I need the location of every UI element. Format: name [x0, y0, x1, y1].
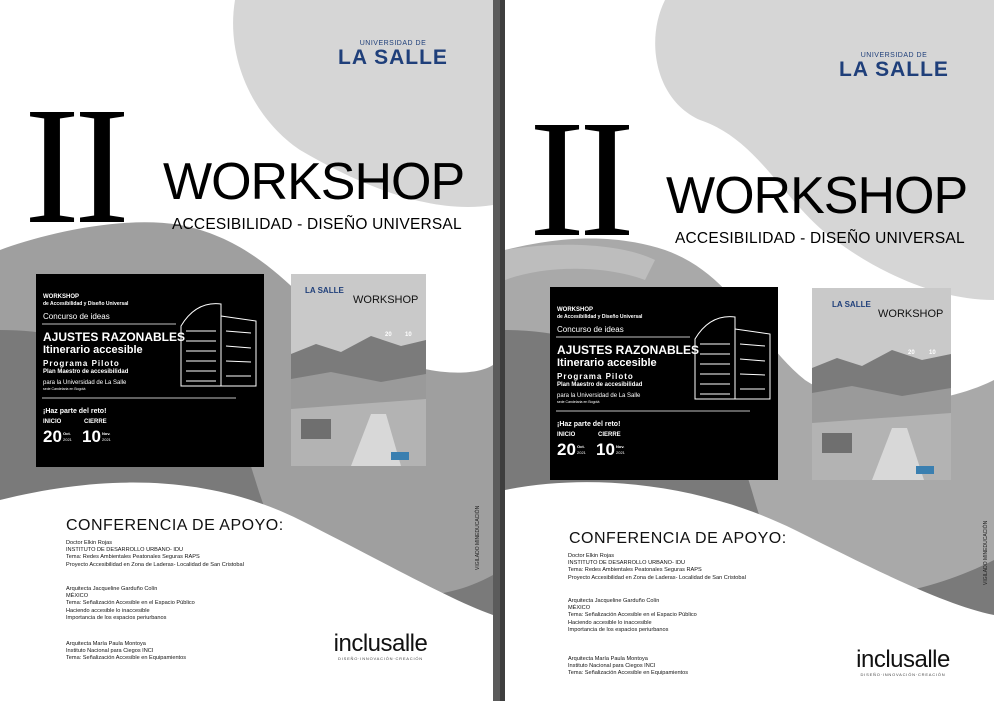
poster-grey-thumbnail — [812, 288, 951, 480]
poster-contest: Concurso de ideas — [557, 325, 624, 334]
speaker-line: Importancia de los espacios periurbanos — [568, 626, 669, 633]
speaker-1 — [66, 540, 244, 569]
conference-title: CONFERENCIA DE APOYO: — [66, 517, 284, 534]
grey-poster-cierre-day: 10 — [405, 332, 412, 338]
speaker-line: Arquitecta Jacqueline Garduño Colín — [66, 586, 158, 592]
grey-poster-cierre-day: 10 — [929, 350, 936, 356]
grey-poster-title: WORKSHOP — [878, 308, 944, 320]
roman-numeral: II — [24, 73, 124, 259]
poster-sede: sede Candelaria en Bogotá — [557, 400, 600, 404]
speaker-line: Haciendo accesible lo inaccesible — [66, 607, 150, 614]
inclusalle-tag: DISEÑO·INNOVACIÓN·CREACIÓN — [860, 672, 946, 677]
university-logo-text: LA SALLE — [839, 58, 949, 81]
speaker-line: INSTITUTO DE DESARROLLO URBANO- IDU — [568, 560, 686, 567]
poster-inicio-day: 20 — [43, 427, 62, 446]
poster-para: para la Universidad de La Salle — [557, 393, 641, 399]
speaker-2 — [568, 598, 697, 634]
inclusalle-name: inclusalle — [856, 646, 950, 673]
grey-poster-title: WORKSHOP — [353, 294, 419, 306]
speaker-line: Tema: Redes Ambientales Peatonales Seguras RAPS — [568, 567, 702, 574]
speaker-1 — [568, 553, 746, 582]
poster-reto: ¡Haz parte del reto! — [43, 408, 107, 415]
poster-cierre-day: 10 — [82, 427, 101, 446]
poster-cierre-year: 2021 — [102, 437, 111, 442]
poster-ajustes: AJUSTES RAZONABLES — [557, 343, 700, 357]
speaker-line: Arquitecta María Paula Montoya — [66, 641, 146, 647]
speaker-line: Tema: Señalización Accesible en el Espacio Público — [66, 600, 195, 607]
university-small-label: UNIVERSIDAD DE — [359, 40, 427, 47]
roman-numeral: II — [529, 86, 629, 272]
poster-programa: Programa Piloto — [43, 359, 120, 368]
poster-contest: Concurso de ideas — [43, 312, 110, 321]
poster-cierre-month: Nov. — [102, 431, 111, 436]
inclusalle-logo — [328, 632, 433, 661]
poster-line2: de Accesibilidad y Diseño Universal — [43, 301, 129, 307]
poster-inicio-label: INICIO — [43, 419, 62, 425]
speaker-line: Tema: Señalización Accesible en el Espacio Público — [568, 612, 697, 619]
speaker-line: Proyecto Accesibilidad en Zona de Laderas- Localidad de San Cristobal — [568, 574, 746, 581]
poster-sede: sede Candelaria en Bogotá — [43, 387, 86, 391]
poster-plan: Plan Maestro de accesibilidad — [43, 369, 129, 375]
speaker-line: Haciendo accesible lo inaccesible — [568, 619, 652, 626]
poster-reto: ¡Haz parte del reto! — [557, 421, 621, 428]
grey-poster-inicio-day: 20 — [908, 350, 915, 356]
university-small-label: UNIVERSIDAD DE — [860, 52, 928, 59]
poster-inicio-month: Oct. — [63, 431, 71, 436]
poster-itinerario: Itinerario accesible — [43, 344, 143, 356]
speaker-line: MÉXICO — [66, 593, 89, 600]
university-logo — [338, 40, 448, 69]
speaker-line: INSTITUTO DE DESARROLLO URBANO- IDU — [66, 547, 184, 554]
poster-cierre-label: CIERRE — [598, 432, 621, 438]
poster-inicio-month: Oct. — [577, 444, 585, 449]
speaker-line: Doctor Elkin Rojas — [568, 553, 615, 559]
document-page-right — [505, 0, 994, 701]
poster-ajustes: AJUSTES RAZONABLES — [43, 330, 186, 344]
inclusalle-tag: DISEÑO·INNOVACIÓN·CREACIÓN — [338, 656, 423, 661]
grey-poster-logo: LA SALLE — [305, 286, 344, 295]
speaker-line: Tema: Señalización Accesible en Equipamientos — [66, 655, 187, 662]
poster-inicio-day: 20 — [557, 440, 576, 459]
poster-line2: de Accesibilidad y Diseño Universal — [557, 314, 643, 320]
poster-programa: Programa Piloto — [557, 372, 634, 381]
poster-cierre-label: CIERRE — [84, 419, 107, 425]
page-divider — [493, 0, 505, 701]
speaker-2 — [66, 586, 195, 622]
poster-inicio-label: INICIO — [557, 432, 576, 438]
grey-poster-inicio-day: 20 — [385, 332, 392, 338]
inclusalle-name: inclusalle — [333, 630, 428, 657]
conference-title: CONFERENCIA DE APOYO: — [569, 530, 787, 547]
poster-workshop: WORKSHOP — [557, 307, 593, 313]
poster-inicio-year: 2021 — [577, 450, 586, 455]
poster-itinerario: Itinerario accesible — [557, 357, 657, 369]
poster-para: para la Universidad de La Salle — [43, 380, 127, 386]
speaker-line: Importancia de los espacios periurbanos — [66, 614, 167, 621]
poster-inicio-year: 2021 — [63, 437, 72, 442]
speaker-3 — [66, 641, 186, 663]
workshop-subtitle: ACCESIBILIDAD - DISEÑO UNIVERSAL — [172, 216, 462, 233]
speaker-line: Tema: Redes Ambientales Peatonales Seguras RAPS — [66, 554, 200, 561]
workshop-subtitle: ACCESIBILIDAD - DISEÑO UNIVERSAL — [675, 230, 965, 247]
poster-black-thumbnail — [36, 274, 264, 467]
poster-cierre-day: 10 — [596, 440, 615, 459]
vigilado-label: VIGILADO MINEDUCACIÓN — [983, 520, 989, 585]
poster-workshop: WORKSHOP — [43, 294, 79, 300]
inclusalle-logo — [848, 648, 958, 677]
speaker-line: Instituto Nacional para Ciegos INCI — [568, 663, 656, 670]
poster-black-thumbnail — [550, 287, 778, 480]
speaker-line: Tema: Señalización Accesible en Equipamientos — [568, 670, 689, 677]
speaker-line: MÉXICO — [568, 605, 591, 612]
poster-cierre-month: Nov. — [616, 444, 625, 449]
grey-poster-logo: LA SALLE — [832, 300, 871, 309]
workshop-title: WORKSHOP — [666, 167, 968, 225]
speaker-line: Proyecto Accesibilidad en Zona de Laderas- Localidad de San Cristobal — [66, 561, 244, 568]
speaker-line: Doctor Elkin Rojas — [66, 540, 113, 546]
university-logo-text: LA SALLE — [338, 46, 448, 69]
speaker-line: Instituto Nacional para Ciegos INCI — [66, 648, 154, 655]
poster-cierre-year: 2021 — [616, 450, 625, 455]
workshop-title: WORKSHOP — [163, 153, 465, 211]
speaker-3 — [568, 656, 688, 678]
speaker-line: Arquitecta Jacqueline Garduño Colín — [568, 598, 660, 604]
speaker-line: Arquitecta María Paula Montoya — [568, 656, 648, 662]
poster-plan: Plan Maestro de accesibilidad — [557, 382, 643, 388]
poster-grey-thumbnail — [291, 274, 426, 466]
document-page-left — [0, 0, 493, 701]
vigilado-label: VIGILADO MINEDUCACIÓN — [475, 505, 481, 570]
university-logo — [839, 52, 949, 81]
